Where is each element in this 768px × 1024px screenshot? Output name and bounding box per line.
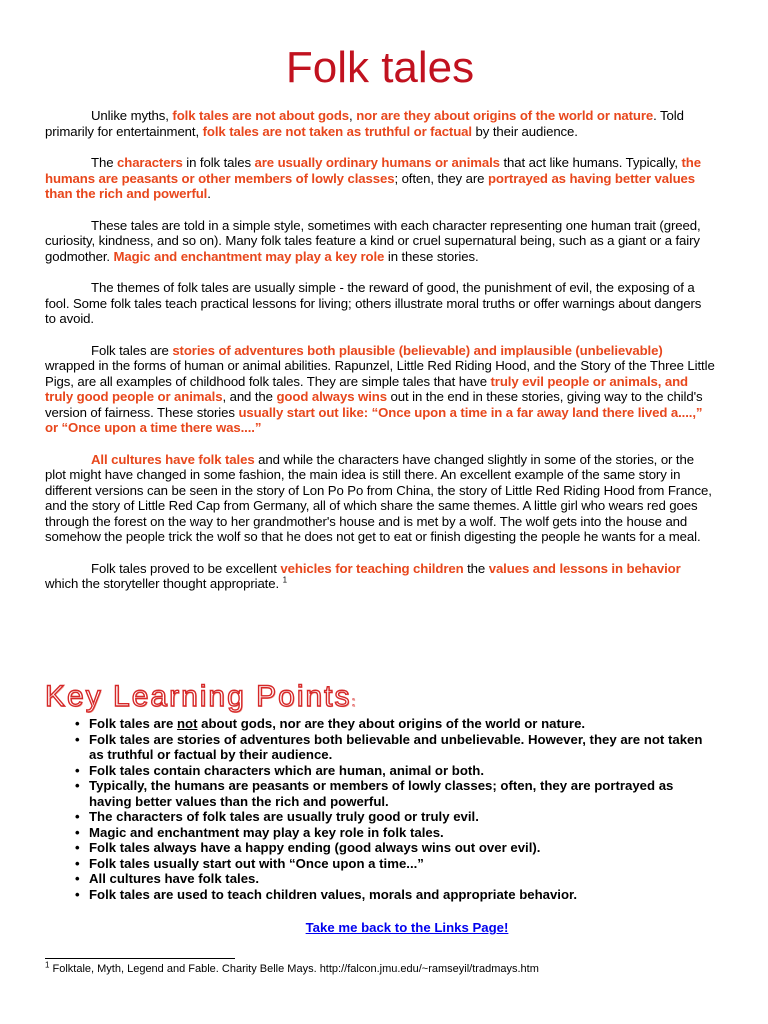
key-point-item (75, 732, 715, 763)
highlighted-phrase: vehicles for teaching children (280, 560, 464, 576)
key-point-item (75, 871, 715, 887)
text-run: All cultures have folk tales. (89, 871, 260, 886)
body-paragraph (45, 561, 715, 592)
text-run: that act like humans. Typically, (499, 155, 682, 170)
highlighted-phrase: All cultures have folk tales (91, 451, 255, 467)
text-run: Folk tales proved to be excellent (91, 560, 281, 576)
body-paragraph (45, 343, 715, 436)
body-paragraph (45, 452, 715, 545)
text-run: Folk tales are stories of adventures both believable and unbelievable. However, they are not taken as truthful or factual by their audience. (89, 731, 703, 762)
text-run: . Told primarily for entertainment, (45, 108, 684, 139)
text-run: The (91, 155, 117, 170)
text-run: Folk tales are used to teach children values, morals and appropriate behavior. (89, 886, 578, 902)
text-run: in these stories. (384, 248, 479, 264)
body-paragraph (45, 155, 715, 202)
highlighted-phrase: stories of adventures both plausible (believable) and implausible (unbelievable) (172, 342, 663, 358)
text-run: Folk tales are (89, 716, 177, 731)
key-point-item (75, 887, 715, 903)
text-run: The characters of folk tales are usually truly good or truly evil. (89, 809, 479, 824)
footnote (45, 962, 725, 976)
text-run: about gods, nor are they about origins of the world or nature. (197, 716, 586, 731)
underlined-word: not (176, 716, 198, 731)
text-run: out in the end in these stories, giving way to the child's version of fairness. These stories (45, 389, 703, 420)
body-paragraph (45, 280, 715, 327)
text-run: ; often, they are (394, 170, 488, 186)
body-paragraph (45, 108, 715, 139)
key-point-item (75, 716, 715, 732)
highlighted-phrase: values and lessons in behavior (488, 560, 681, 576)
text-run: These tales are told in a simple style, sometimes with each character representing one human trait (greed, curiosity, kindness, and so on). Many folk tales feature a kind or cruel supernatural being, such as a giant or a fairy godmother. (45, 217, 701, 264)
key-point-item (75, 856, 715, 872)
text-run: , and the (222, 389, 277, 404)
text-run: Folk tales always have a happy ending (good always wins out over evil). (89, 840, 541, 855)
highlighted-phrase: Magic and enchantment may play a key role (113, 248, 385, 264)
key-learning-points-colon: : (351, 693, 356, 709)
text-run: Folk tales are (91, 342, 173, 358)
text-run: by their audience. (471, 123, 578, 139)
highlighted-phrase: folk tales are not about gods (172, 108, 350, 123)
text-run: The themes of folk tales are usually simple - the reward of good, the punishment of evil, the exposing of a fool. Some folk tales teach practical lessons for living; others illustrate moral truths or offer warnings about dangers to avoid. (45, 280, 702, 326)
highlighted-phrase: portrayed as having better values than the rich and powerful (45, 170, 695, 201)
highlighted-phrase: good always wins (276, 389, 387, 404)
footnote-marker: 1 (45, 960, 50, 970)
text-run: wrapped in the forms of human or animal abilities. Rapunzel, Little Red Riding Hood, and the Story of the Three Little Pigs, are all examples of childhood folk tales. They are simple tales that have (45, 358, 715, 389)
footnote-divider (45, 958, 235, 959)
key-point-item (75, 809, 715, 825)
key-point-item (75, 778, 715, 809)
key-point-item (75, 840, 715, 856)
footnote-text: Folktale, Myth, Legend and Fable. Charity Belle Mays. http://falcon.jmu.edu/~ramseyil/tradmays.htm (49, 963, 539, 975)
key-learning-points-heading (45, 678, 715, 720)
body-paragraph (45, 218, 715, 265)
text-run: Magic and enchantment may play a key role in folk tales. (89, 824, 444, 840)
highlighted-phrase: folk tales are not taken as truthful or factual (202, 123, 472, 139)
text-run: . (207, 186, 211, 201)
text-run: Typically, the humans are peasants or members of lowly classes; often, they are portrayed as having better values than the rich and powerful. (89, 778, 674, 809)
body-text (45, 108, 715, 608)
key-learning-points-list (75, 716, 715, 902)
text-run: in folk tales (182, 155, 255, 170)
key-point-item (75, 763, 715, 779)
text-run: , (349, 108, 357, 123)
text-run: Folk tales usually start out with “Once upon a time...” (89, 855, 424, 871)
text-run: and while the characters have changed slightly in some of the stories, or the plot might have changed in some fashion, the main idea is still there. An excellent example of the same story in different versions can be seen in the story of Lon Po Po from China, the story of Little Red Riding Hood from France, and the story of Little Red Cap from Germany, all of which share the same themes. A little girl who wears red goes through the forest on the way to her grandmother's house and is met by a wolf. The wolf gets into the house and somehow the people trick the wolf so that he does not get to eat or finish digesting the people he wants for a meal. (45, 451, 712, 544)
text-run: Unlike myths, (91, 108, 173, 123)
text-run: the (463, 560, 489, 576)
links-page-link[interactable]: Take me back to the Links Page! (305, 920, 509, 935)
text-run: which the storyteller thought appropriate. (45, 576, 283, 591)
key-point-item (75, 825, 715, 841)
highlighted-phrase: characters (117, 155, 183, 170)
highlighted-phrase: are usually ordinary humans or animals (254, 155, 500, 170)
key-learning-points-heading-text: Key Learning Points (45, 680, 352, 713)
highlighted-phrase: nor are they about origins of the world or nature (356, 108, 654, 123)
text-run: Folk tales contain characters which are human, animal or both. (89, 762, 484, 778)
highlighted-phrase: usually start out like: “Once upon a time in a far away land there lived a....,” or “Once upon a time there was....” (45, 404, 703, 435)
footnote-ref: 1 (282, 575, 287, 585)
page-title: Folk tales (285, 43, 475, 92)
highlighted-phrase: truly evil people or animals, and truly good people or animals (45, 373, 689, 404)
highlighted-phrase: the humans are peasants or other members of lowly classes (45, 155, 701, 186)
